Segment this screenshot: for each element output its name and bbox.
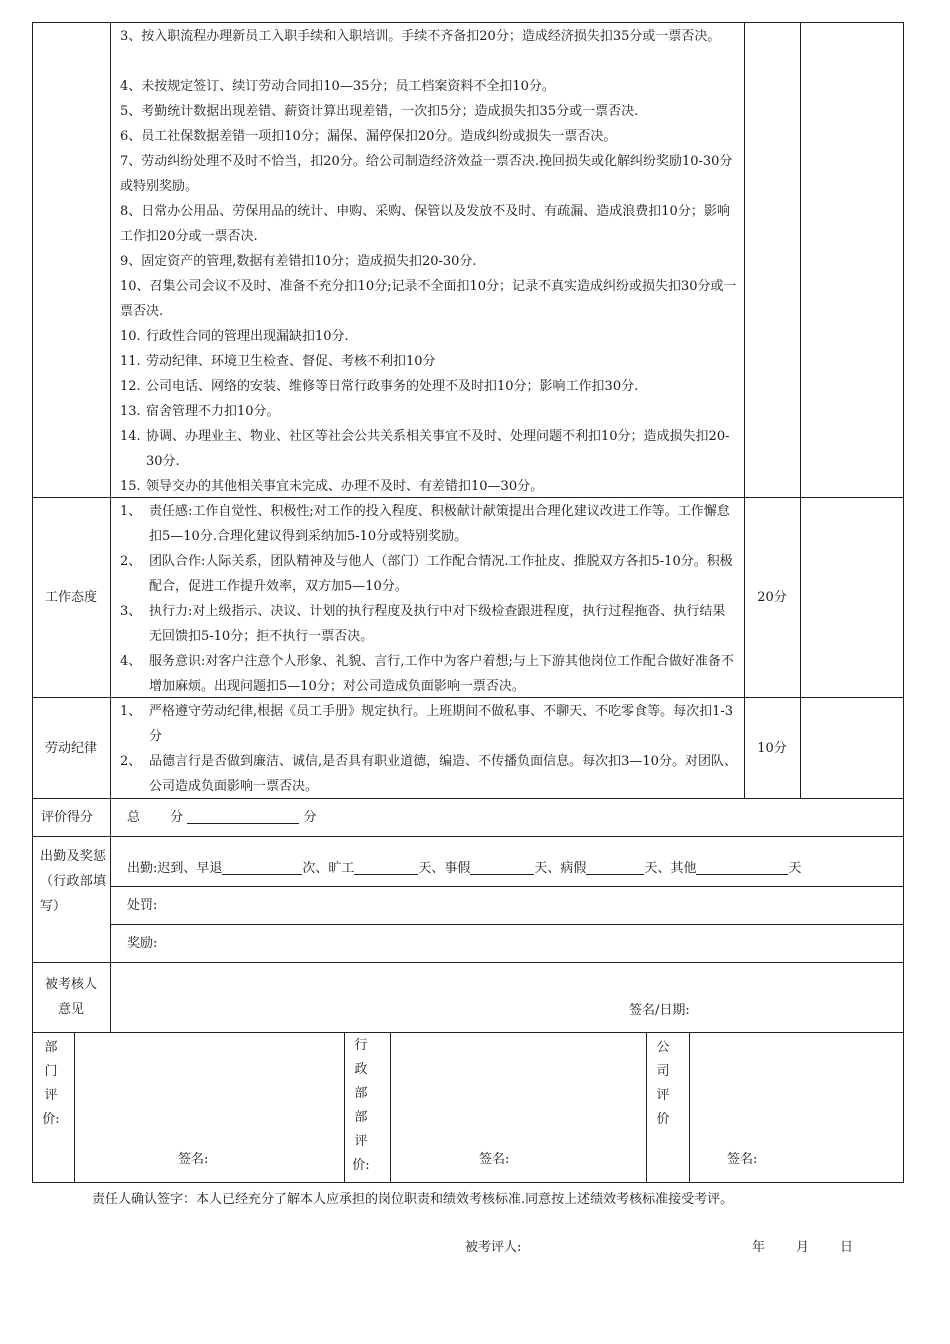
total-unit: 分 [303, 810, 317, 825]
total-score-field[interactable] [127, 805, 316, 830]
late-blank[interactable] [222, 858, 302, 875]
other-blank[interactable] [696, 858, 788, 875]
item-number: 3、 [120, 29, 142, 44]
item-number: 4、 [120, 654, 142, 669]
item-text: 协调、办理业主、物业、社区等社会公共关系相关事宜不及时、处理问题不利扣10分；造成损失扣20-30分. [146, 429, 730, 469]
item-number: 1、 [120, 504, 142, 519]
item-number: 10. [120, 329, 141, 344]
attendance-u2: 天、事假 [418, 861, 471, 876]
item-text: 行政性合同的管理出现漏缺扣10分. [146, 329, 349, 344]
rule [32, 836, 904, 837]
item-number: 6、 [120, 129, 142, 144]
rule [110, 886, 904, 887]
assessment-table [32, 22, 904, 1183]
attendance-prefix: 出勤:迟到、早退 [127, 861, 223, 876]
rule [689, 1032, 690, 1182]
attendance-label: 出勤及奖惩（行政部填写） [40, 849, 106, 914]
date-month: 月 [796, 1240, 810, 1255]
rule [74, 1032, 75, 1182]
company-eval-label: 公司评价 [656, 1040, 670, 1127]
attitude-score: 20分 [757, 590, 787, 605]
item-number: 11. [120, 354, 141, 369]
rule [903, 22, 904, 1183]
item-text: 团队合作:人际关系，团队精神及与他人（部门）工作配合情况.工作扯皮、推脱双方各扣5-10分。积极配合，促进工作提升效率，双方加5—10分。 [149, 554, 733, 594]
item-number: 7、 [120, 154, 142, 169]
attendance-line [127, 856, 801, 881]
admin-sign[interactable]: 签名: [479, 1152, 510, 1167]
item-number: 10、 [120, 279, 150, 294]
rule [110, 924, 904, 925]
item-text: 执行力:对上级指示、决议、计划的执行程度及执行中对下级检查跟进程度，执行过程拖沓、执行结果无回馈扣5-10分；拒不执行一票否决。 [149, 604, 726, 644]
item-number: 13. [120, 404, 141, 419]
personal-leave-blank[interactable] [470, 858, 534, 875]
score-label: 评价得分 [41, 810, 94, 825]
company-sign[interactable]: 签名: [727, 1152, 758, 1167]
sick-leave-blank[interactable] [586, 858, 644, 875]
reward-label: 奖励: [127, 936, 158, 951]
item-text: 宿舍管理不力扣10分。 [146, 404, 280, 419]
dept-eval-label: 部门评价: [42, 1040, 60, 1127]
item-text: 严格遵守劳动纪律,根据《员工手册》规定执行。上班期间不做私事、不聊天、不吃零食等。每次扣1-3分 [149, 704, 734, 744]
opinion-label-line2: 意见 [57, 1002, 84, 1017]
item-text: 公司电话、网络的安装、维修等日常行政事务的处理不及时扣10分；影响工作扣30分. [146, 379, 639, 394]
item-number: 2、 [120, 554, 142, 569]
rule [32, 962, 904, 963]
admin-eval-label: 行政部部评价: [352, 1038, 370, 1173]
item-text: 服务意识:对客户注意个人形象、礼貌、言行,工作中为客户着想;与上下游其他岗位工作配合做好准备不增加麻烦。出现问题扣5—10分；对公司造成负面影响一票否决。 [149, 654, 734, 694]
rule [32, 1032, 904, 1033]
item-text: 品德言行是否做到廉洁、诚信,是否具有职业道德，编造、不传播负面信息。每次扣3—10分。对团队、公司造成负面影响一票否决。 [149, 754, 737, 794]
discipline-score: 10分 [757, 741, 787, 756]
item-text: 领导交办的其他相关事宜未完成、办理不及时、有差错扣10—30分。 [146, 479, 544, 494]
rule [646, 1032, 647, 1182]
attendance-u1: 次、旷工 [302, 861, 355, 876]
total-label-b: 分 [170, 810, 184, 825]
rule [110, 22, 111, 1032]
item-number: 3、 [120, 604, 142, 619]
discipline-label: 劳动纪律 [44, 741, 97, 756]
item-text: 劳动纠纷处理不及时不恰当，扣20分。给公司制造经济效益一票否决.挽回损失或化解纠纷奖励10-30分或特别奖励。 [120, 154, 733, 194]
item-number: 12. [120, 379, 141, 394]
item-text: 未按规定签订、续订劳动合同扣10—35分；员工档案资料不全扣10分。 [141, 79, 555, 94]
item-text: 召集公司会议不及时、准备不充分扣10分;记录不全面扣10分；记录不真实造成纠纷或损失扣30分或一票否决. [120, 279, 737, 319]
rule [32, 22, 904, 23]
item-text: 日常办公用品、劳保用品的统计、申购、采购、保管以及发放不及时、有疏漏、造成浪费扣10分；影响工作扣20分或一票否决. [120, 204, 730, 244]
item-number: 15. [120, 479, 141, 494]
item-text: 劳动纪律、环境卫生检查、督促、考核不利扣10分 [146, 354, 436, 369]
item-text: 责任感:工作自觉性、积极性;对工作的投入程度、积极献计献策提出合理化建议改进工作等。工作懈怠扣5—10分.合理化建议得到采纳加5-10分或特别奖励。 [149, 504, 730, 544]
item-number: 8、 [120, 204, 142, 219]
attendance-u3: 天、病假 [534, 861, 587, 876]
rule [390, 1032, 391, 1182]
opinion-sign-date[interactable]: 签名/日期: [629, 1003, 690, 1018]
item-number: 9、 [120, 254, 142, 269]
item-number: 5、 [120, 104, 142, 119]
item-text: 按入职流程办理新员工入职手续和入职培训。手续不齐备扣20分；造成经济损失扣35分或一票否决。 [141, 29, 721, 44]
date-year: 年 [752, 1240, 766, 1255]
rule [344, 1032, 345, 1182]
total-score-blank[interactable] [187, 807, 299, 824]
item-text: 固定资产的管理,数据有差错扣10分；造成损失扣20-30分. [141, 254, 477, 269]
opinion-label [32, 972, 110, 1022]
item-number: 1、 [120, 704, 142, 719]
item-number: 4、 [120, 79, 142, 94]
punish-label: 处罚: [127, 898, 158, 913]
date-day: 日 [840, 1240, 854, 1255]
item-text: 考勤统计数据出现差错、薪资计算出现差错，一次扣5分；造成损失扣35分或一票否决. [141, 104, 639, 119]
item-number: 14. [120, 429, 141, 444]
attitude-label: 工作态度 [44, 590, 97, 605]
item-number: 2、 [120, 754, 142, 769]
opinion-label-line1: 被考核人 [44, 977, 97, 992]
dept-sign[interactable]: 签名: [178, 1152, 209, 1167]
attendance-u5: 天 [788, 861, 802, 876]
total-label-a: 总 [127, 810, 141, 825]
assessee-label: 被考评人: [465, 1240, 522, 1255]
rule [744, 22, 745, 798]
attendance-u4: 天、其他 [644, 861, 697, 876]
confirm-statement: 责任人确认签字：本人已经充分了解本人应承担的岗位职责和绩效考核标准.同意按上述绩效考核标准接受考评。 [92, 1192, 734, 1207]
item-text: 员工社保数据差错一项扣10分；漏保、漏停保扣20分。造成纠纷或损失一票否决。 [141, 129, 617, 144]
absent-blank[interactable] [354, 858, 418, 875]
rule [800, 22, 801, 798]
rule [32, 1182, 904, 1183]
